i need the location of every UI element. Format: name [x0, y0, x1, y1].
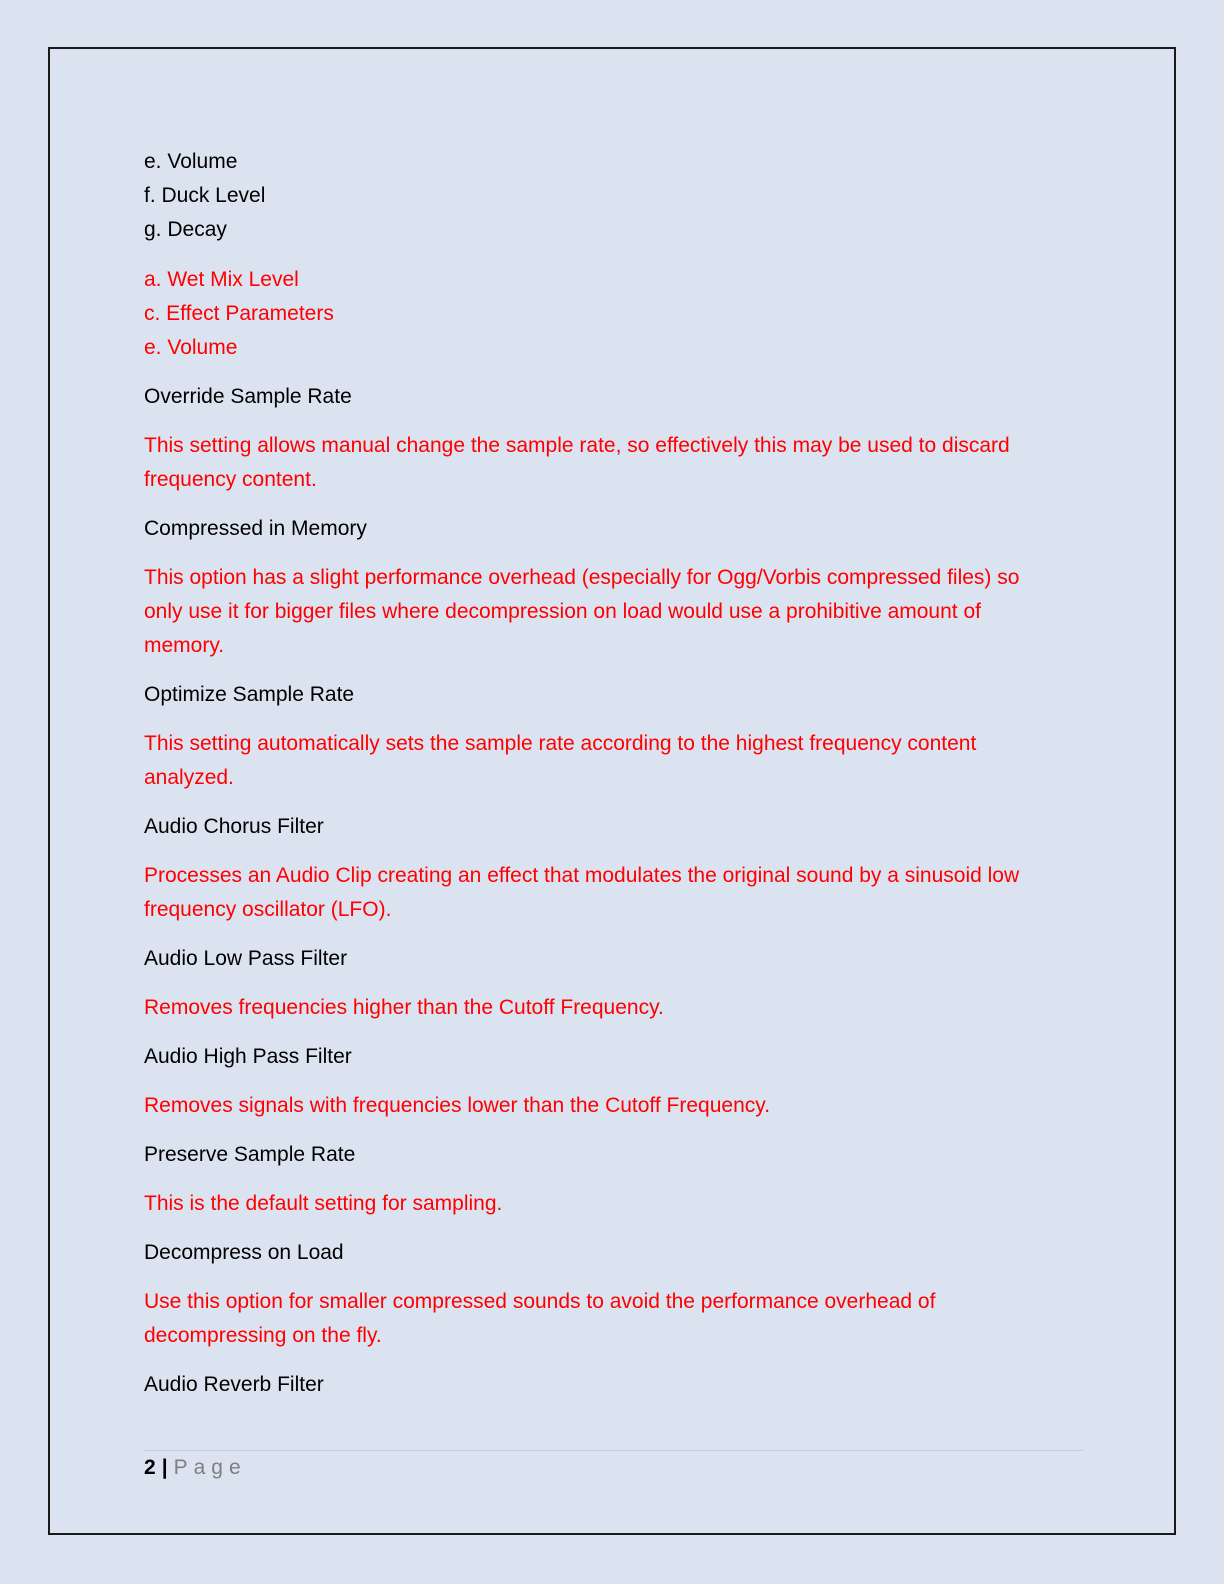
page-footer [144, 1452, 247, 1484]
term-heading [144, 810, 1084, 844]
definition-line: This setting allows manual change the sample rate, so effectively this may be used to discard [144, 434, 1010, 457]
answer-item: e. Volume [144, 336, 238, 359]
answer-list [144, 263, 1084, 365]
definition-line: This option has a slight performance overhead (especially for Ogg/Vorbis compressed files) so [144, 566, 1020, 589]
definition-line: Processes an Audio Clip creating an effect that modulates the original sound by a sinusoid low [144, 864, 1020, 887]
term-label: Optimize Sample Rate [144, 683, 355, 706]
term-heading [144, 678, 1084, 712]
list-item: g. Decay [144, 218, 227, 241]
term-label: Compressed in Memory [144, 517, 367, 540]
definition-line: only use it for bigger files where decompression on load would use a prohibitive amount of [144, 600, 981, 623]
answer-item: c. Effect Parameters [144, 302, 334, 325]
footer-divider [144, 1450, 1084, 1451]
term-definition [144, 1187, 1084, 1221]
term-definition [144, 561, 1084, 663]
term-definition [144, 727, 1084, 795]
footer-separator: | [161, 1456, 168, 1479]
definition-line: analyzed. [144, 766, 234, 789]
term-definition [144, 1285, 1084, 1353]
option-list [144, 145, 1084, 247]
term-label: Decompress on Load [144, 1241, 344, 1264]
document-body [144, 145, 1084, 1402]
definition-line: memory. [144, 634, 225, 657]
page-label: Page [173, 1456, 247, 1479]
definition-line: This setting automatically sets the sample rate according to the highest frequency content [144, 732, 977, 755]
term-label: Audio Low Pass Filter [144, 947, 348, 970]
term-definition [144, 1089, 1084, 1123]
term-heading [144, 1040, 1084, 1074]
term-definition [144, 429, 1084, 497]
term-heading [144, 1368, 1084, 1402]
term-heading [144, 512, 1084, 546]
term-heading [144, 380, 1084, 414]
definition-line: decompressing on the fly. [144, 1324, 382, 1347]
term-definition [144, 859, 1084, 927]
term-heading [144, 1138, 1084, 1172]
term-label: Audio High Pass Filter [144, 1045, 352, 1068]
answer-item: a. Wet Mix Level [144, 268, 299, 291]
term-label: Audio Chorus Filter [144, 815, 324, 838]
term-label: Override Sample Rate [144, 385, 352, 408]
page-number: 2 [144, 1456, 156, 1479]
list-item: f. Duck Level [144, 184, 266, 207]
definition-line: This is the default setting for sampling. [144, 1192, 503, 1215]
term-heading [144, 942, 1084, 976]
definition-line: frequency oscillator (LFO). [144, 898, 392, 921]
term-definition [144, 991, 1084, 1025]
definition-line: Removes frequencies higher than the Cutoff Frequency. [144, 996, 664, 1019]
definition-line: Use this option for smaller compressed sounds to avoid the performance overhead of [144, 1290, 936, 1313]
term-label: Audio Reverb Filter [144, 1373, 324, 1396]
term-heading [144, 1236, 1084, 1270]
term-label: Preserve Sample Rate [144, 1143, 356, 1166]
definition-line: Removes signals with frequencies lower than the Cutoff Frequency. [144, 1094, 771, 1117]
definition-line: frequency content. [144, 468, 317, 491]
list-item: e. Volume [144, 150, 238, 173]
